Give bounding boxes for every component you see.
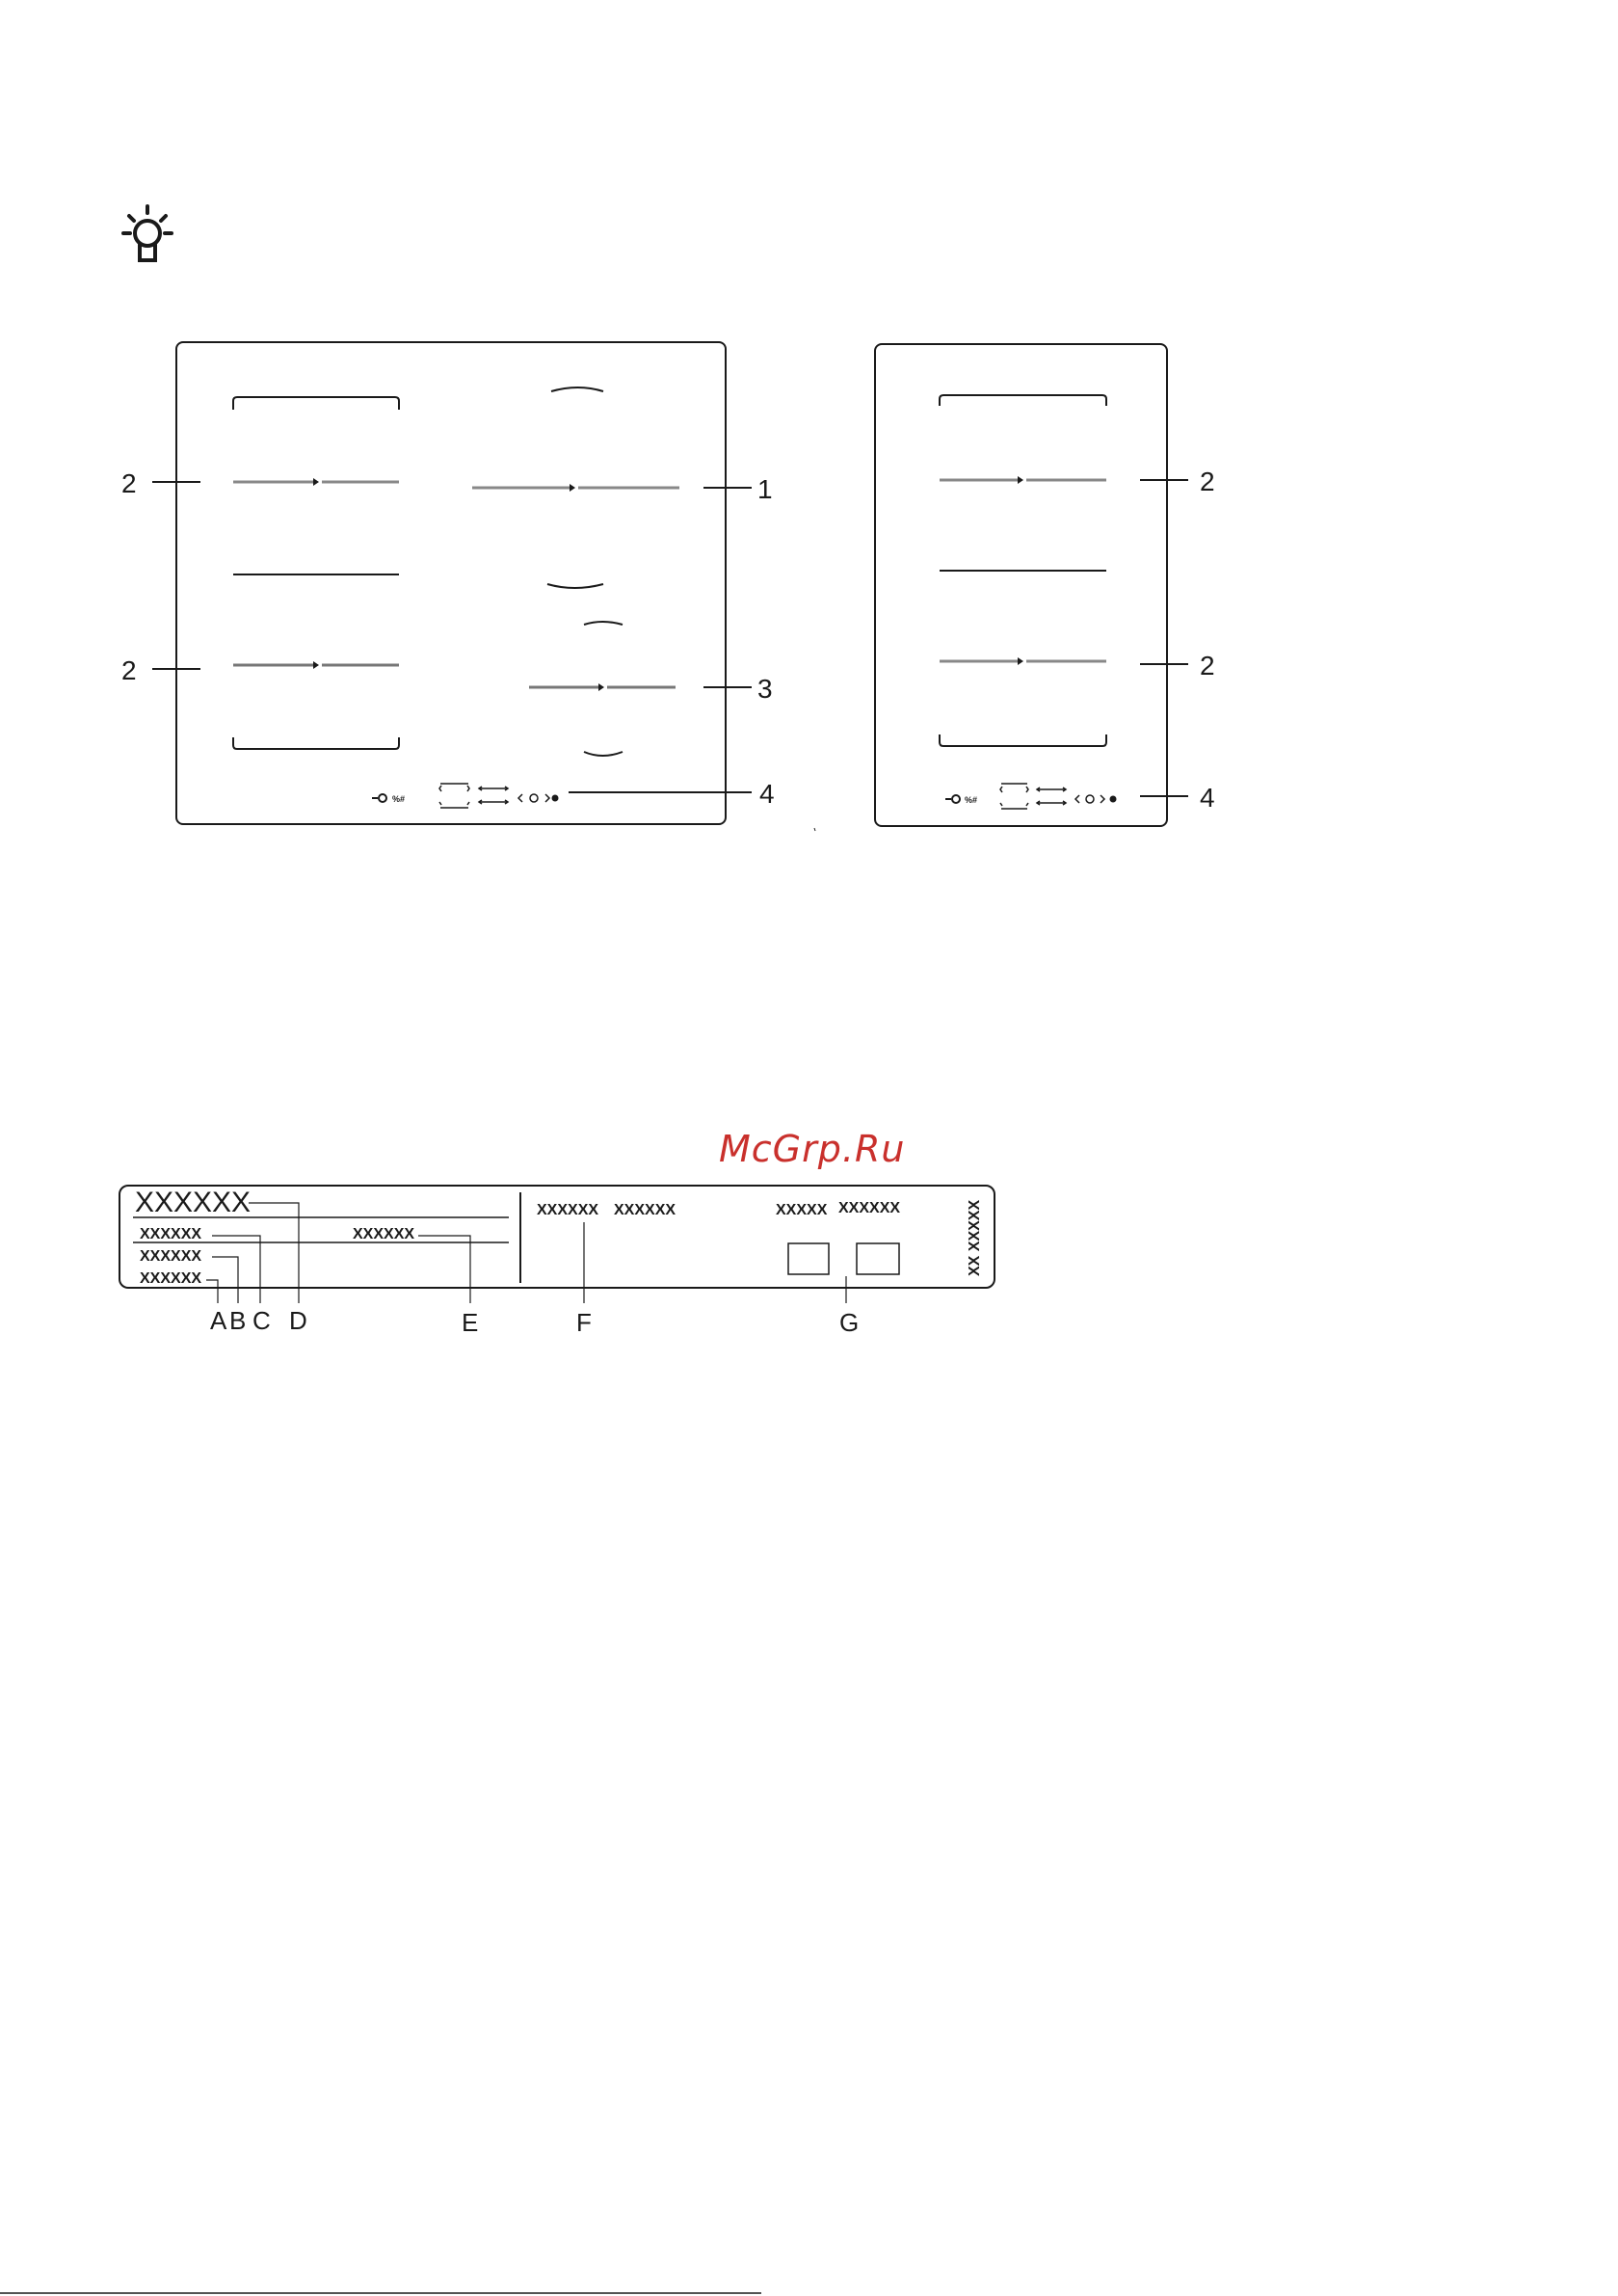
plate-label: E xyxy=(462,1308,479,1337)
plate-label: G xyxy=(839,1308,860,1337)
plate-title: XXXXXX xyxy=(135,1187,252,1218)
plate-symbol-box xyxy=(857,1243,899,1274)
zone-bottom-bracket xyxy=(940,734,1106,746)
lightbulb-icon xyxy=(123,206,172,260)
plate-field: XXXXXX xyxy=(353,1226,415,1242)
zone-arc xyxy=(551,387,603,391)
callout-label: 4 xyxy=(1200,783,1215,813)
hob-diagram-right xyxy=(875,344,1215,826)
hob-outline xyxy=(176,342,726,824)
plate-label: A xyxy=(210,1306,227,1335)
plate-field: XXXXX xyxy=(776,1202,828,1218)
zone-top-bracket xyxy=(233,397,399,410)
zone-divider xyxy=(940,476,1106,484)
callout-label: 2 xyxy=(1200,651,1215,681)
plate-vertical-field: XX XXXXX xyxy=(967,1199,983,1276)
rating-plate xyxy=(119,1186,995,1337)
svg-text:%#: %# xyxy=(965,795,978,805)
plate-field: XXXXXX xyxy=(140,1248,202,1265)
plate-label: F xyxy=(576,1308,592,1337)
plate-label: B xyxy=(229,1306,247,1335)
zone-top-bracket xyxy=(940,395,1106,406)
plate-label: D xyxy=(289,1306,307,1335)
callout-label: 2 xyxy=(1200,467,1215,496)
plate-symbol-box xyxy=(788,1243,829,1274)
svg-text:%#: %# xyxy=(392,794,406,804)
hob-diagram-left xyxy=(121,342,775,824)
callout-label: 2 xyxy=(121,468,137,498)
zone-arc xyxy=(584,752,623,756)
zone-divider xyxy=(233,478,399,486)
callout-label: 3 xyxy=(757,674,773,704)
hob-outline xyxy=(875,344,1167,826)
callout-label: 4 xyxy=(759,779,775,809)
zone-divider xyxy=(529,683,676,691)
callout-label: 1 xyxy=(757,474,773,504)
plate-field: XXXXXX xyxy=(537,1202,599,1218)
zone-arc xyxy=(584,622,623,625)
zone-divider xyxy=(472,484,679,492)
watermark: McGrp.Ru xyxy=(719,1128,906,1170)
zone-divider xyxy=(940,657,1106,665)
zone-bottom-bracket xyxy=(233,737,399,749)
zone-divider xyxy=(233,661,399,669)
callout-label: 2 xyxy=(121,655,137,685)
plate-field: XXXXXX xyxy=(838,1200,901,1216)
plate-field: XXXXXX xyxy=(614,1202,676,1218)
plate-field: XXXXXX xyxy=(140,1270,202,1287)
control-panel xyxy=(372,784,559,808)
zone-arc xyxy=(547,584,603,588)
plate-label: C xyxy=(252,1306,271,1335)
plate-field: XXXXXX xyxy=(140,1226,202,1242)
control-panel xyxy=(945,784,1117,809)
